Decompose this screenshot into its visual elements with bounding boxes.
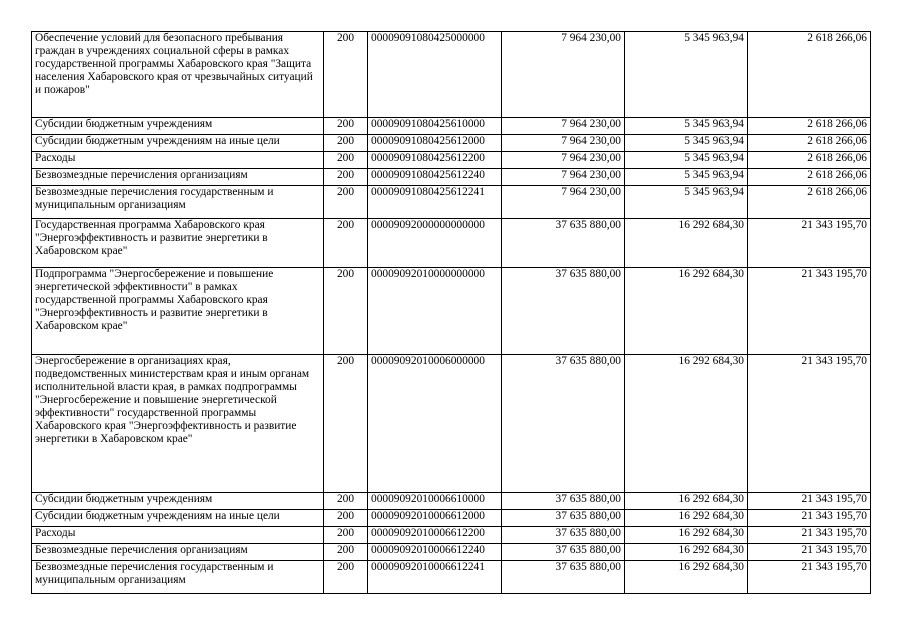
- classification-code-cell: 00009092000000000000: [368, 219, 502, 268]
- expense-name-cell: Обеспечение условий для безопасного пребывания граждан в учреждениях социальной сферы в рамках государственной программы Хабаровского края "Защита населения Хабаровского края от чрезвычайных ситуаций и пожаров": [32, 32, 324, 118]
- expense-name-cell: Безвозмездные перечисления организациям: [32, 169, 324, 186]
- admin-code-cell: 200: [324, 32, 368, 118]
- table-row: [32, 268, 871, 355]
- planned-amount-cell: 7 964 230,00: [502, 186, 625, 219]
- expense-name-cell: Расходы: [32, 527, 324, 544]
- classification-code-cell: 00009092010006612000: [368, 510, 502, 527]
- table-row: [32, 355, 871, 493]
- classification-code-cell: 00009092010006610000: [368, 493, 502, 510]
- planned-amount-cell: 37 635 880,00: [502, 493, 625, 510]
- planned-amount-cell: 37 635 880,00: [502, 355, 625, 493]
- expense-name-cell: Расходы: [32, 152, 324, 169]
- planned-amount-cell: 7 964 230,00: [502, 135, 625, 152]
- executed-amount-cell: 5 345 963,94: [625, 152, 748, 169]
- expense-name-cell: Безвозмездные перечисления государственным и муниципальным организациям: [32, 186, 324, 219]
- expense-name-cell: Подпрограмма "Энергосбережение и повышение энергетической эффективности" в рамках государственной программы Хабаровского края "Энергоэффективность и развитие энергетики в Хабаровском крае": [32, 268, 324, 355]
- remaining-amount-cell: 2 618 266,06: [748, 169, 871, 186]
- expense-name-cell: Субсидии бюджетным учреждениям: [32, 493, 324, 510]
- classification-code-cell: 00009091080425612241: [368, 186, 502, 219]
- table-row: [32, 561, 871, 594]
- planned-amount-cell: 37 635 880,00: [502, 544, 625, 561]
- executed-amount-cell: 16 292 684,30: [625, 355, 748, 493]
- remaining-amount-cell: 21 343 195,70: [748, 355, 871, 493]
- admin-code-cell: 200: [324, 355, 368, 493]
- executed-amount-cell: 16 292 684,30: [625, 544, 748, 561]
- budget-table: [31, 31, 871, 594]
- executed-amount-cell: 16 292 684,30: [625, 493, 748, 510]
- executed-amount-cell: 16 292 684,30: [625, 510, 748, 527]
- table-row: [32, 135, 871, 152]
- remaining-amount-cell: 21 343 195,70: [748, 544, 871, 561]
- table-row: [32, 219, 871, 268]
- planned-amount-cell: 37 635 880,00: [502, 527, 625, 544]
- admin-code-cell: 200: [324, 169, 368, 186]
- classification-code-cell: 00009091080425612000: [368, 135, 502, 152]
- admin-code-cell: 200: [324, 561, 368, 594]
- expense-name-cell: Безвозмездные перечисления организациям: [32, 544, 324, 561]
- admin-code-cell: 200: [324, 186, 368, 219]
- table-row: [32, 152, 871, 169]
- remaining-amount-cell: 21 343 195,70: [748, 561, 871, 594]
- expense-name-cell: Субсидии бюджетным учреждениям: [32, 118, 324, 135]
- table-row: [32, 544, 871, 561]
- classification-code-cell: 00009092010006612241: [368, 561, 502, 594]
- expense-name-cell: Государственная программа Хабаровского края "Энергоэффективность и развитие энергетики в Хабаровском крае": [32, 219, 324, 268]
- executed-amount-cell: 5 345 963,94: [625, 186, 748, 219]
- admin-code-cell: 200: [324, 219, 368, 268]
- admin-code-cell: 200: [324, 268, 368, 355]
- executed-amount-cell: 16 292 684,30: [625, 561, 748, 594]
- executed-amount-cell: 5 345 963,94: [625, 135, 748, 152]
- planned-amount-cell: 37 635 880,00: [502, 561, 625, 594]
- remaining-amount-cell: 2 618 266,06: [748, 135, 871, 152]
- remaining-amount-cell: 21 343 195,70: [748, 268, 871, 355]
- table-row: [32, 527, 871, 544]
- table-row: [32, 169, 871, 186]
- remaining-amount-cell: 2 618 266,06: [748, 118, 871, 135]
- classification-code-cell: 00009091080425612200: [368, 152, 502, 169]
- executed-amount-cell: 16 292 684,30: [625, 268, 748, 355]
- remaining-amount-cell: 21 343 195,70: [748, 219, 871, 268]
- executed-amount-cell: 16 292 684,30: [625, 219, 748, 268]
- remaining-amount-cell: 21 343 195,70: [748, 493, 871, 510]
- planned-amount-cell: 7 964 230,00: [502, 32, 625, 118]
- table-row: [32, 118, 871, 135]
- expense-name-cell: Энергосбережение в организациях края, подведомственных министерствам края и иным органам исполнительной власти края, в рамках подпрограммы "Энергосбережение и повышение энергетической эффективности" государственной программы Хабаровского края "Энергоэффективность и развитие энергетики в Хабаровском крае": [32, 355, 324, 493]
- executed-amount-cell: 5 345 963,94: [625, 118, 748, 135]
- table-row: [32, 186, 871, 219]
- classification-code-cell: 00009092010000000000: [368, 268, 502, 355]
- planned-amount-cell: 37 635 880,00: [502, 510, 625, 527]
- admin-code-cell: 200: [324, 135, 368, 152]
- remaining-amount-cell: 2 618 266,06: [748, 152, 871, 169]
- table-row: [32, 32, 871, 118]
- expense-name-cell: Безвозмездные перечисления государственным и муниципальным организациям: [32, 561, 324, 594]
- classification-code-cell: 00009092010006000000: [368, 355, 502, 493]
- admin-code-cell: 200: [324, 544, 368, 561]
- planned-amount-cell: 37 635 880,00: [502, 219, 625, 268]
- planned-amount-cell: 37 635 880,00: [502, 268, 625, 355]
- planned-amount-cell: 7 964 230,00: [502, 118, 625, 135]
- executed-amount-cell: 5 345 963,94: [625, 32, 748, 118]
- remaining-amount-cell: 2 618 266,06: [748, 32, 871, 118]
- admin-code-cell: 200: [324, 152, 368, 169]
- admin-code-cell: 200: [324, 493, 368, 510]
- table-row: [32, 493, 871, 510]
- classification-code-cell: 00009092010006612240: [368, 544, 502, 561]
- remaining-amount-cell: 2 618 266,06: [748, 186, 871, 219]
- executed-amount-cell: 16 292 684,30: [625, 527, 748, 544]
- classification-code-cell: 00009091080425000000: [368, 32, 502, 118]
- classification-code-cell: 00009091080425612240: [368, 169, 502, 186]
- executed-amount-cell: 5 345 963,94: [625, 169, 748, 186]
- planned-amount-cell: 7 964 230,00: [502, 169, 625, 186]
- admin-code-cell: 200: [324, 527, 368, 544]
- table-row: [32, 510, 871, 527]
- expense-name-cell: Субсидии бюджетным учреждениям на иные цели: [32, 510, 324, 527]
- classification-code-cell: 00009091080425610000: [368, 118, 502, 135]
- planned-amount-cell: 7 964 230,00: [502, 152, 625, 169]
- classification-code-cell: 00009092010006612200: [368, 527, 502, 544]
- remaining-amount-cell: 21 343 195,70: [748, 527, 871, 544]
- admin-code-cell: 200: [324, 118, 368, 135]
- expense-name-cell: Субсидии бюджетным учреждениям на иные цели: [32, 135, 324, 152]
- remaining-amount-cell: 21 343 195,70: [748, 510, 871, 527]
- admin-code-cell: 200: [324, 510, 368, 527]
